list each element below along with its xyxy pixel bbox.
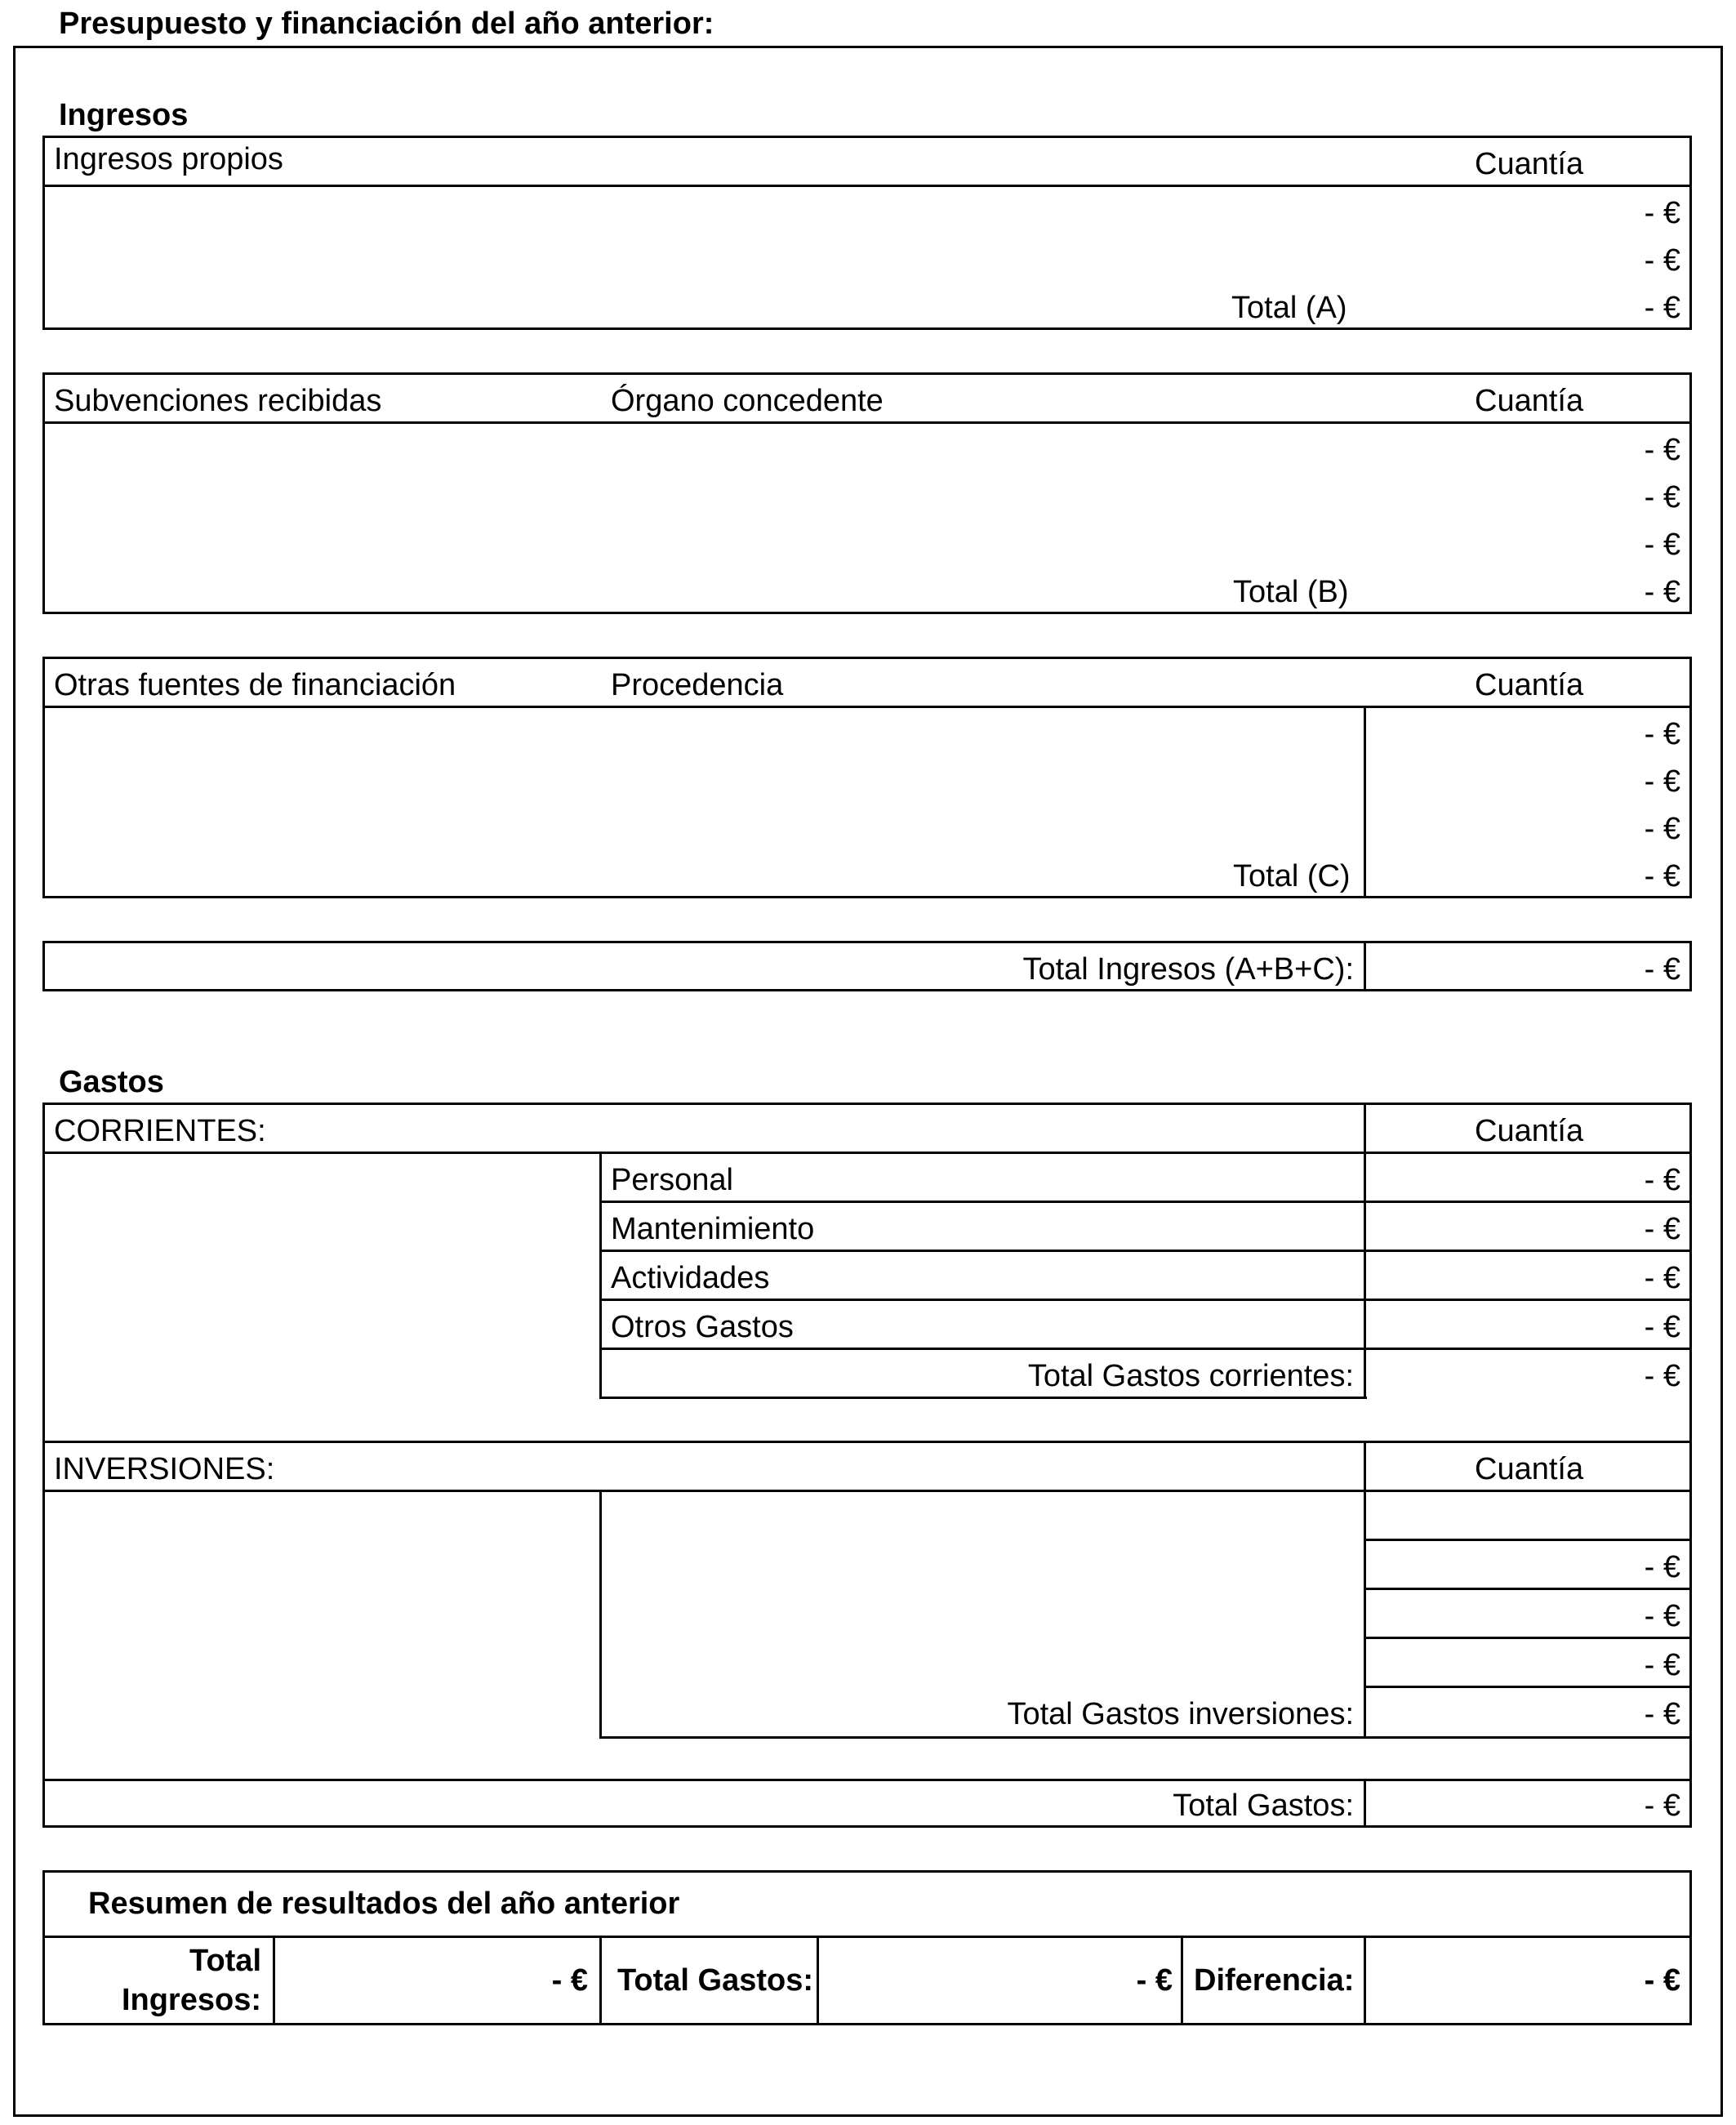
total-gastos-divider	[1364, 1779, 1366, 1828]
inversiones-amount-divider-1	[1364, 1539, 1692, 1541]
resumen-divider-4	[1181, 1936, 1183, 2025]
resumen-total-ingresos-label-line-2: Ingresos:	[121, 1983, 261, 2017]
inversiones-amount-divider-3	[1364, 1637, 1692, 1639]
corrientes-sub-left-border	[599, 1152, 602, 1398]
corrientes-row-divider-3	[599, 1299, 1692, 1301]
corrientes-row-divider-1	[599, 1201, 1692, 1203]
ingresos-propios-amount-header: Cuantía	[1475, 147, 1584, 181]
subvenciones-row-2-value[interactable]: - €	[1644, 480, 1680, 515]
corrientes-item-personal-value[interactable]: - €	[1644, 1163, 1680, 1197]
organo-concedente-col-label: Órgano concedente	[611, 384, 884, 418]
otras-fuentes-header-divider	[42, 706, 1692, 708]
total-gastos-corrientes-value: - €	[1644, 1359, 1680, 1393]
inversiones-sub-left-border	[599, 1490, 602, 1738]
resumen-diferencia-label: Diferencia:	[1194, 1963, 1355, 1998]
corrientes-row-divider-2	[599, 1250, 1692, 1252]
total-b-value: - €	[1644, 575, 1680, 609]
ingresos-propios-row-2-value[interactable]: - €	[1644, 243, 1680, 278]
total-a-value: - €	[1644, 291, 1680, 325]
corrientes-item-actividades-label: Actividades	[611, 1261, 770, 1295]
resumen-total-ingresos-label-line-1: Total	[189, 1944, 261, 1978]
gastos-table	[42, 1103, 1692, 1828]
subvenciones-header-divider	[42, 421, 1692, 424]
total-gastos-value: - €	[1644, 1789, 1680, 1823]
corrientes-sub-bottom-border	[599, 1397, 1367, 1399]
resumen-divider-5	[1364, 1936, 1366, 2025]
inversiones-amount-bottom	[1364, 1736, 1692, 1739]
procedencia-col-label: Procedencia	[611, 668, 784, 702]
otras-fuentes-col-label: Otras fuentes de financiación	[54, 668, 456, 702]
inversiones-row-3-value[interactable]: - €	[1644, 1599, 1680, 1633]
corrientes-item-personal-label: Personal	[611, 1163, 733, 1197]
total-ingresos-divider	[1364, 941, 1366, 991]
inversiones-header-divider	[42, 1490, 1692, 1492]
resumen-heading: Resumen de resultados del año anterior	[88, 1887, 680, 1921]
total-b-label: Total (B)	[1233, 575, 1349, 609]
total-gastos-top-border	[42, 1779, 1692, 1781]
corrientes-label: CORRIENTES:	[54, 1114, 266, 1148]
corrientes-header-divider	[42, 1152, 1692, 1154]
otras-fuentes-amount-divider	[1364, 706, 1366, 898]
ingresos-propios-table	[42, 136, 1692, 330]
corrientes-item-otros-gastos-label: Otros Gastos	[611, 1310, 794, 1344]
total-c-value: - €	[1644, 859, 1680, 893]
inversiones-row-4-value[interactable]: - €	[1644, 1648, 1680, 1682]
ingresos-propios-row-1-value[interactable]: - €	[1644, 196, 1680, 230]
corrientes-item-otros-gastos-value[interactable]: - €	[1644, 1310, 1680, 1344]
total-gastos-corrientes-label: Total Gastos corrientes:	[1027, 1359, 1354, 1393]
resumen-total-gastos-label: Total Gastos:	[617, 1963, 813, 1998]
ingresos-heading: Ingresos	[59, 98, 189, 132]
corrientes-item-actividades-value[interactable]: - €	[1644, 1261, 1680, 1295]
corrientes-item-mantenimiento-value[interactable]: - €	[1644, 1212, 1680, 1246]
total-ingresos-value: - €	[1644, 952, 1680, 987]
otras-fuentes-amount-header: Cuantía	[1475, 668, 1584, 702]
resumen-total-ingresos-value: - €	[551, 1963, 588, 1998]
inversiones-label: INVERSIONES:	[54, 1452, 275, 1486]
total-gastos-inversiones-value: - €	[1644, 1697, 1680, 1731]
total-gastos-inversiones-label: Total Gastos inversiones:	[1007, 1697, 1354, 1731]
corrientes-item-mantenimiento-label: Mantenimiento	[611, 1212, 815, 1246]
total-ingresos-label: Total Ingresos (A+B+C):	[1022, 952, 1354, 987]
page-title: Presupuesto y financiación del año anterior:	[59, 7, 714, 41]
corrientes-row-divider-4	[599, 1348, 1692, 1350]
otras-fuentes-row-2-value[interactable]: - €	[1644, 764, 1680, 799]
resumen-header-divider	[42, 1936, 1692, 1938]
subvenciones-col-label: Subvenciones recibidas	[54, 384, 382, 418]
resumen-divider-3	[817, 1936, 819, 2025]
resumen-total-gastos-value: - €	[1136, 1963, 1173, 1998]
ingresos-propios-header-divider	[42, 185, 1692, 187]
total-a-label: Total (A)	[1231, 291, 1347, 325]
inversiones-top-border	[42, 1441, 1692, 1443]
otras-fuentes-row-1-value[interactable]: - €	[1644, 717, 1680, 751]
inversiones-amount-divider-2	[1364, 1588, 1692, 1590]
gastos-heading: Gastos	[59, 1065, 164, 1099]
inversiones-amount-header: Cuantía	[1475, 1452, 1584, 1486]
total-gastos-label: Total Gastos:	[1173, 1789, 1354, 1823]
ingresos-propios-col-label: Ingresos propios	[54, 142, 283, 176]
resumen-diferencia-value: - €	[1644, 1963, 1680, 1998]
inversiones-amount-divider-4	[1364, 1686, 1692, 1688]
subvenciones-amount-header: Cuantía	[1475, 384, 1584, 418]
resumen-divider-2	[599, 1936, 602, 2025]
total-ingresos-row	[42, 941, 1692, 991]
subvenciones-row-1-value[interactable]: - €	[1644, 433, 1680, 467]
inversiones-sub-bottom-border	[599, 1736, 1367, 1739]
resumen-divider-1	[273, 1936, 275, 2025]
total-c-label: Total (C)	[1233, 859, 1351, 893]
corrientes-amount-header: Cuantía	[1475, 1114, 1584, 1148]
otras-fuentes-row-3-value[interactable]: - €	[1644, 812, 1680, 846]
subvenciones-row-3-value[interactable]: - €	[1644, 528, 1680, 562]
inversiones-row-2-value[interactable]: - €	[1644, 1550, 1680, 1584]
